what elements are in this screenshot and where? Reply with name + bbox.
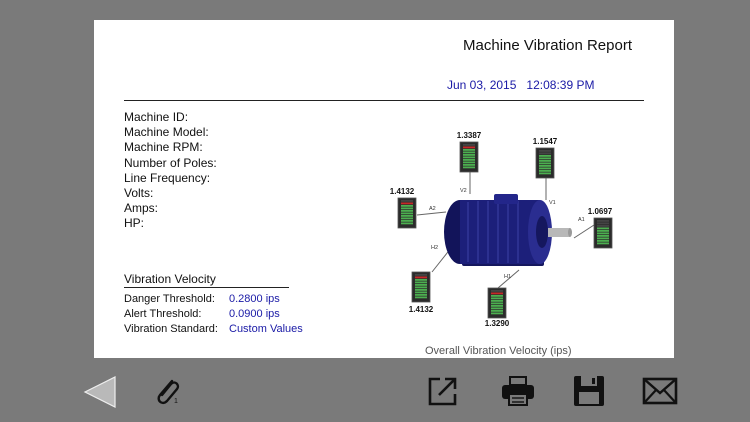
meter-segment bbox=[491, 290, 503, 292]
header-divider bbox=[124, 100, 644, 101]
line-frequency-label: Line Frequency: bbox=[124, 170, 211, 185]
meter-segment bbox=[539, 170, 551, 172]
machine-info bbox=[124, 110, 217, 232]
machine-model-label: Machine Model: bbox=[124, 125, 209, 140]
meter-segment bbox=[539, 163, 551, 165]
meter-segment bbox=[597, 243, 609, 245]
meter-segment bbox=[415, 274, 427, 276]
print-button[interactable] bbox=[498, 372, 538, 410]
amps-label: Amps: bbox=[124, 201, 159, 216]
point-label-a1: A1 bbox=[578, 217, 585, 223]
meter-segment bbox=[401, 215, 413, 217]
save-button[interactable] bbox=[570, 372, 608, 410]
report-datetime bbox=[447, 78, 594, 92]
machine-id-label: Machine ID: bbox=[124, 110, 189, 124]
meter-segment bbox=[401, 213, 413, 215]
attachment-count: 1 bbox=[174, 398, 178, 405]
meter-h2 bbox=[409, 272, 434, 314]
meter-h1 bbox=[485, 288, 510, 328]
danger-threshold-value: 0.2800 ips bbox=[229, 293, 280, 305]
poles-label: Number of Poles: bbox=[124, 155, 217, 170]
volts-label: Volts: bbox=[124, 186, 154, 201]
meter-segment bbox=[463, 159, 475, 161]
meter-segment bbox=[597, 235, 609, 237]
machine-rpm-label: Machine RPM: bbox=[124, 140, 203, 155]
alert-threshold-label: Alert Threshold: bbox=[124, 308, 202, 320]
meter-segment bbox=[401, 220, 413, 222]
point-label-h1: H1 bbox=[504, 274, 512, 280]
meter-segment bbox=[463, 154, 475, 156]
report-title: Machine Vibration Report bbox=[463, 37, 632, 54]
meter-segment bbox=[401, 208, 413, 210]
meter-segment bbox=[401, 218, 413, 220]
meter-segment bbox=[415, 297, 427, 299]
meter-v1 bbox=[533, 137, 558, 178]
meter-segment bbox=[491, 303, 503, 305]
threshold-table bbox=[124, 292, 303, 337]
back-button[interactable] bbox=[80, 374, 120, 410]
meter-segment bbox=[415, 279, 427, 281]
meter-segment bbox=[597, 223, 609, 225]
meter-segment bbox=[463, 162, 475, 164]
meter-segment bbox=[539, 153, 551, 155]
bottom-toolbar bbox=[0, 358, 750, 422]
meter-segment bbox=[463, 149, 475, 151]
hp-label: HP: bbox=[124, 216, 145, 231]
meter-segment bbox=[539, 160, 551, 162]
vibration-standard-row bbox=[124, 322, 303, 337]
meter-segment bbox=[539, 150, 551, 152]
vibration-standard-label: Vibration Standard: bbox=[124, 323, 218, 335]
meter-segment bbox=[491, 293, 503, 295]
meter-segment bbox=[491, 300, 503, 302]
meter-segment bbox=[539, 158, 551, 160]
meter-segment bbox=[401, 223, 413, 225]
save-icon bbox=[572, 374, 606, 408]
leader-a1 bbox=[574, 225, 594, 238]
meter-segment bbox=[539, 165, 551, 167]
meter-segment bbox=[597, 233, 609, 235]
point-label-h2: H2 bbox=[431, 245, 439, 251]
meter-segment bbox=[491, 295, 503, 297]
vibration-standard-value: Custom Values bbox=[229, 323, 303, 335]
point-label-v1: V1 bbox=[549, 200, 556, 206]
meter-a2 bbox=[390, 187, 416, 228]
meter-segment bbox=[597, 220, 609, 222]
meter-segment bbox=[401, 203, 413, 205]
alert-threshold-value: 0.0900 ips bbox=[229, 308, 280, 320]
report-time: 12:08:39 PM bbox=[526, 78, 595, 92]
meter-segment bbox=[401, 200, 413, 202]
meter-segment bbox=[597, 230, 609, 232]
report-page bbox=[94, 20, 674, 358]
meter-segment bbox=[463, 144, 475, 146]
chart-caption: Overall Vibration Velocity (ips) bbox=[425, 345, 572, 357]
meter-segment bbox=[415, 294, 427, 296]
meter-value-v1: 1.1547 bbox=[532, 137, 558, 146]
meter-segment bbox=[597, 238, 609, 240]
vibration-velocity-divider bbox=[124, 287, 289, 288]
meter-segment bbox=[415, 292, 427, 294]
print-icon bbox=[500, 374, 536, 408]
meter-value-v2: 1.3387 bbox=[456, 131, 482, 140]
meter-a1 bbox=[588, 207, 613, 248]
meter-segment bbox=[463, 164, 475, 166]
meter-segment bbox=[415, 277, 427, 279]
meter-segment bbox=[491, 310, 503, 312]
mail-button[interactable] bbox=[640, 374, 680, 408]
meter-segment bbox=[463, 152, 475, 154]
meter-segment bbox=[539, 173, 551, 175]
point-label-a2: A2 bbox=[429, 206, 436, 212]
meter-segment bbox=[597, 240, 609, 242]
meter-segment bbox=[415, 287, 427, 289]
report-date: Jun 03, 2015 bbox=[447, 78, 517, 92]
meter-segment bbox=[491, 308, 503, 310]
attachment-button[interactable] bbox=[148, 372, 186, 412]
alert-threshold-row bbox=[124, 307, 303, 322]
share-icon bbox=[426, 374, 460, 408]
back-icon bbox=[82, 375, 118, 409]
meter-value-a2: 1.4132 bbox=[389, 187, 415, 196]
meter-segment bbox=[463, 167, 475, 169]
danger-threshold-label: Danger Threshold: bbox=[124, 293, 215, 305]
meter-v2 bbox=[457, 131, 482, 172]
meter-segment bbox=[415, 289, 427, 291]
leader-a2 bbox=[417, 212, 446, 215]
meter-segment bbox=[463, 147, 475, 149]
meter-value-a1: 1.0697 bbox=[587, 207, 613, 216]
mail-icon bbox=[642, 377, 678, 405]
meter-segment bbox=[491, 305, 503, 307]
meter-segment bbox=[597, 225, 609, 227]
meter-segment bbox=[415, 282, 427, 284]
share-button[interactable] bbox=[424, 372, 462, 410]
meter-segment bbox=[539, 168, 551, 170]
vibration-velocity-title: Vibration Velocity bbox=[124, 272, 216, 286]
meter-segment bbox=[597, 228, 609, 230]
meter-value-h2: 1.4132 bbox=[408, 305, 434, 314]
meter-segment bbox=[539, 155, 551, 157]
danger-threshold-row bbox=[124, 292, 303, 307]
meter-segment bbox=[491, 298, 503, 300]
attachment-icon bbox=[150, 375, 184, 409]
meter-segment bbox=[401, 210, 413, 212]
meter-segment bbox=[491, 313, 503, 315]
meter-segment bbox=[401, 205, 413, 207]
meter-segment bbox=[415, 284, 427, 286]
motor-diagram bbox=[374, 120, 644, 340]
point-label-v2: V2 bbox=[460, 188, 467, 194]
meter-segment bbox=[463, 157, 475, 159]
meter-value-h1: 1.3290 bbox=[484, 319, 510, 328]
